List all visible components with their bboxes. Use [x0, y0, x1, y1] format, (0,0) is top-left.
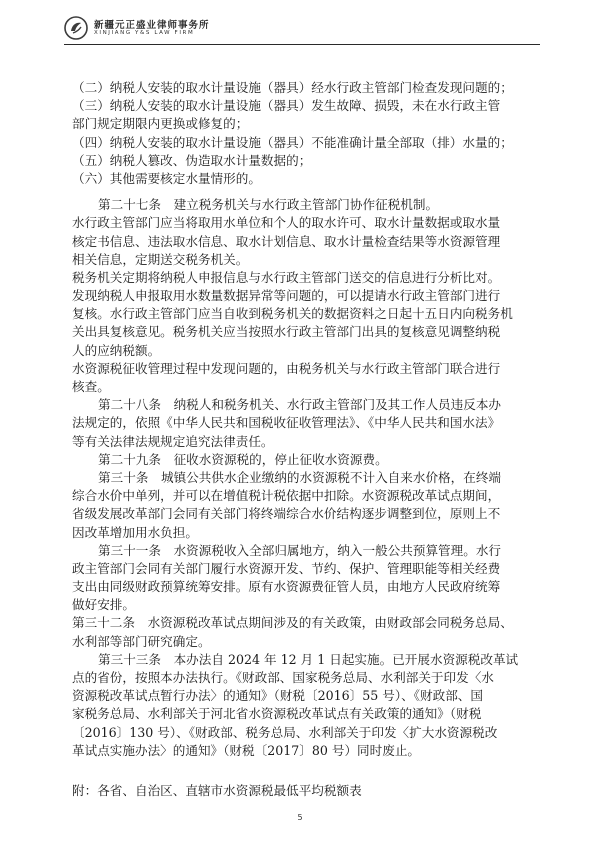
body-line: 支出由同级财政预算统筹安排。原有水资源费征管人员，由地方人民政府统筹	[72, 579, 501, 595]
page-number: 5	[297, 813, 303, 822]
body-line: 相关信息，定期送交税务机关。	[72, 251, 249, 267]
body-line: 革试点实施办法〉的通知》（财税〔2017〕80 号）同时废止。	[72, 742, 421, 758]
body-lines	[72, 79, 548, 760]
firm-logo-icon	[64, 16, 88, 40]
body-line: 资源税改革试点暂行办法〉的通知》（财税〔2016〕55 号）、《财政部、国	[72, 688, 483, 704]
body-line: 做好安排。	[72, 597, 135, 613]
body-line: 家税务总局、水利部关于河北省水资源税改革试点有关政策的通知》（财税	[72, 706, 482, 722]
header-divider	[64, 44, 540, 45]
firm-name-en: XINJIANG Y&S LAW FIRM	[94, 30, 195, 36]
body-line: 税务机关定期将纳税人申报信息与水行政主管部门送交的信息进行分析比对。	[72, 269, 501, 285]
body-line: 水资源税征收管理过程中发现问题的，由税务机关与水行政主管部门联合进行	[72, 360, 501, 376]
body-line: 点的省份，按照本办法执行。《财政部、国家税务总局、水利部关于印发〈水	[72, 670, 494, 685]
body-line: 复核。水行政主管部门应当自收到税务机关的数据资料之日起十五日内向税务机	[72, 306, 513, 322]
body-line: 因改革增加用水负担。	[72, 524, 198, 540]
body-line: 第三十条 城镇公共供水企业缴纳的水资源税不计入自来水价格，在终端	[98, 469, 501, 485]
body-line: （四）纳税人安装的取水计量设施（器具）不能准确计量全部取（排）水量的；	[72, 134, 513, 150]
body-line: 省级发展改革部门会同有关部门将终端综合水价结构逐步调整到位，原则上不	[72, 506, 501, 522]
body-line: 第三十一条 水资源税收入全部归属地方，纳入一般公共预算管理。水行	[98, 542, 501, 558]
body-line: 人的应纳税额。	[72, 342, 161, 358]
body-line: （二）纳税人安装的取水计量设施（器具）经水行政主管部门检查发现问题的；	[72, 80, 513, 95]
body-line: 发现纳税人申报取用水数量数据异常等问题的，可以提请水行政主管部门进行	[72, 288, 501, 304]
body-line: 等有关法律法规规定追究法律责任。	[72, 433, 274, 449]
body-line: （三）纳税人安装的取水计量设施（器具）发生故障、损毁，未在水行政主管	[72, 98, 501, 114]
body-line: 第三十三条 本办法自 2024 年 12 月 1 日起实施。已开展水资源税改革试	[98, 651, 519, 667]
attachment-note: 附：各省、自治区、直辖市水资源税最低平均税额表	[72, 782, 362, 798]
document-header	[64, 14, 544, 46]
body-line: 法规定的，依照《中华人民共和国税收征收管理法》、《中华人民共和国水法》	[72, 415, 501, 431]
body-line: 综合水价中单列，并可以在增值税计税依据中扣除。水资源税改革试点期间，	[72, 488, 501, 504]
body-line: 第二十八条 纳税人和税务机关、水行政主管部门及其工作人员违反本办	[98, 397, 501, 413]
body-line: 〔2016〕130 号）、《财政部、税务总局、水利部关于印发〈扩大水资源税改	[72, 724, 498, 740]
body-line: 第二十七条 建立税务机关与水行政主管部门协作征税机制。	[98, 197, 439, 213]
body-line: 核查。	[72, 379, 110, 394]
body-line: 水行政主管部门应当将取用水单位和个人的取水许可、取水计量数据或取水量	[72, 215, 501, 231]
body-line: 第二十九条 征收水资源税的，停止征收水资源费。	[98, 451, 388, 467]
document-body	[72, 79, 548, 800]
body-line: （六）其他需要核定水量情形的。	[72, 170, 261, 186]
body-line: 第三十二条 水资源税改革试点期间涉及的有关政策，由财政部会同税务总局、	[72, 615, 513, 631]
body-line: 水利部等部门研究确定。	[72, 633, 211, 649]
body-line: 关出具复核意见。税务机关应当按照水行政主管部门出具的复核意见调整纳税	[72, 324, 501, 340]
body-line: （五）纳税人篡改、伪造取水计量数据的；	[72, 152, 312, 168]
firm-name-cn: 新疆元正盛业律师事务所	[94, 20, 210, 31]
body-line: 政主管部门会同有关部门履行水资源开发、节约、保护、管理职能等相关经费	[72, 560, 501, 576]
body-line: 部门规定期限内更换或修复的；	[72, 116, 249, 132]
body-line: 核定书信息、违法取水信息、取水计划信息、取水计量检查结果等水资源管理	[72, 233, 501, 249]
